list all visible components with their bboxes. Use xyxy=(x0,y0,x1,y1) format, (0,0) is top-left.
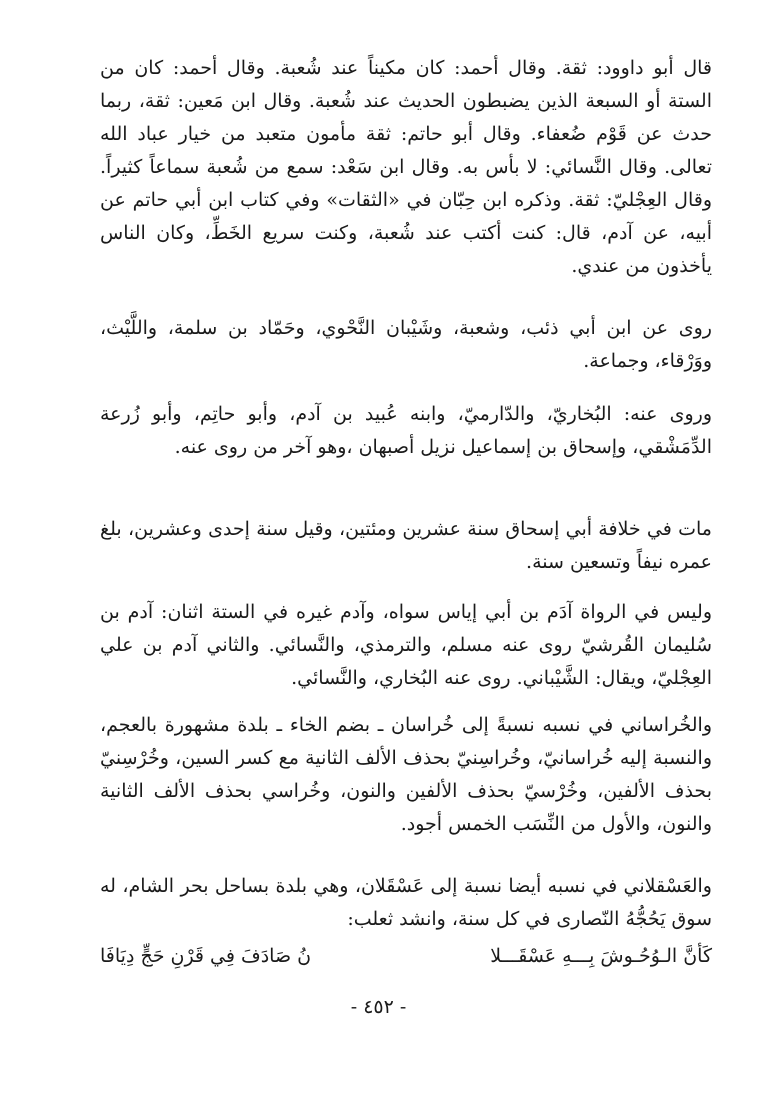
paragraph-other-adams: وليس في الرواة آدَم بن أبي إياس سواه، وآدم غيره في الستة اثنان: آدم بن سُليمان القُرشيّ روى عنه مسلم، والترمذي، والنَّسائي. والثاني آدم بن علي العِجْليّ، ويقال: الشَّيْباني. روى عنه البُخاري، والنَّسائي. xyxy=(100,601,712,689)
verse-second-hemistich: نُ صَادَفَ فِي قَرْنِ حَجٍّ دِيَافَا xyxy=(100,945,312,967)
paragraph-asqalani-nisba: والعَسْقلاني في نسبه أيضا نسبة إلى عَسْقَلان، وهي بلدة بساحل بحر الشام، له سوق يَحُجُّهُ النّصارى في كل سنة، وانشد ثعلب: xyxy=(100,875,712,930)
page-number: - ٤٥٢ - xyxy=(350,996,407,1018)
paragraph-narrated-by: وروى عنه: البُخاريّ، والدّارميّ، وابنه عُبيد بن آدم، وأبو حاتِم، وأبو زُرعة الدِّمَشْقي، وإسحاق بن إسماعيل نزيل أصبهان ،وهو آخر من روى عنه. xyxy=(100,403,712,458)
verse-first-hemistich: كَأنَّ الـوُحُـوشَ بِـــهِ عَسْقَـــلا xyxy=(490,945,712,967)
paragraph-narrator-assessments: قال أبو داوود: ثقة. وقال أحمد: كان مكيناً عند شُعبة. وقال أحمد: كان من الستة أو السبعة الذين يضبطون الحديث عند شُعبة. وقال ابن مَعين: ثقة، ربما حدث عن قَوْم ضُعفاء. وقال أبو حاتم: ثقة مأمون متعبد من خيار عباد الله تعالى. وقال النَّسائي: لا بأس به. وقال ابن سَعْد: سمع من شُعبة سماعاً كثيراً. وقال العِجْليّ: ثقة. وذكره ابن حِبّان في «الثقات» وفي كتاب ابن أبي حاتم عن أبيه، عن آدم، قال: كنت أكتب عند شُعبة، وكنت سريع الخَطِّ، وكان الناس يأخذون من عندي. xyxy=(100,57,712,277)
paragraph-khurasani-nisba: والخُراساني في نسبه نسبةً إلى خُراسان ـ بضم الخاء ـ بلدة مشهورة بالعجم، والنسبة إليه خُراسانيّ، وخُراسِنيّ بحذف الألف الثانية مع كسر السين، وخُرْسِنيّ بحذف الألفين، وخُرْسيّ بحذف الألفين والنون، وخُراسي بحذف الألف الثانية والنون، والأول من النِّسَب الخمس أجود. xyxy=(100,714,712,835)
paragraph-death: مات في خلافة أبي إسحاق سنة عشرين ومئتين، وقيل سنة إحدى وعشرين، بلغ عمره نيفاً وتسعين سنة. xyxy=(100,518,712,573)
poetry-verse xyxy=(100,940,712,973)
paragraph-narrated-from: روى عن ابن أبي ذئب، وشعبة، وشَيْبان النَّحْوي، وحَمّاد بن سلمة، واللَّيْث، ووَرْقاء، وجماعة. xyxy=(100,317,712,372)
